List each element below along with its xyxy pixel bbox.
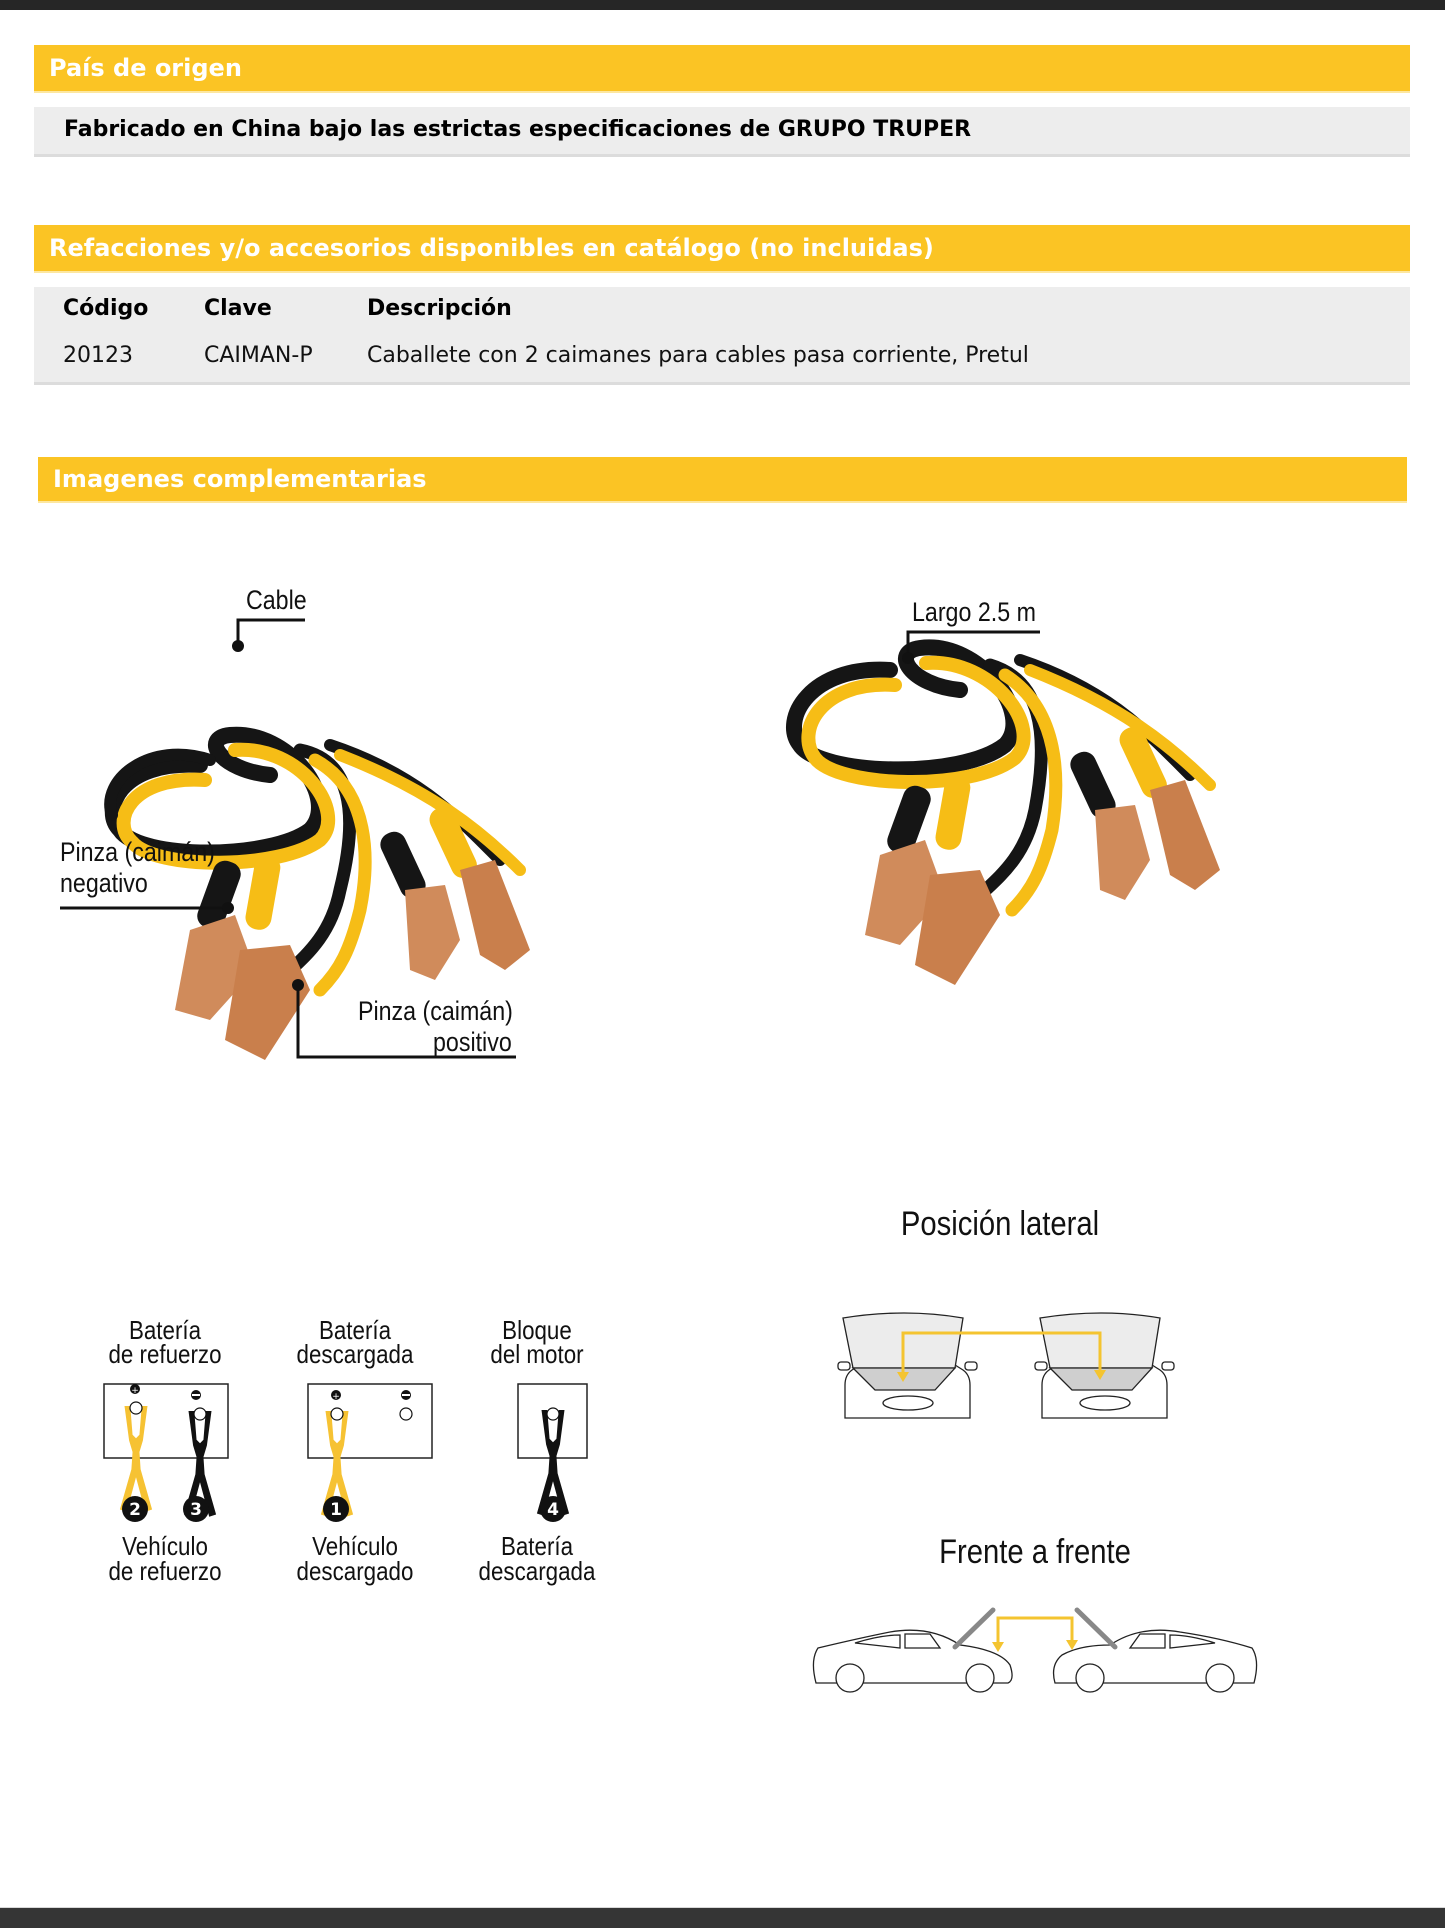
product-image-length <box>740 570 1320 1050</box>
table-cell-clave: CAIMAN-P <box>204 343 313 368</box>
column-header-codigo: Código <box>63 296 149 321</box>
front-cars-illustration <box>800 1520 1270 1700</box>
origin-section-header: País de origen <box>34 45 1410 93</box>
negative-clamp-label-line1: Pinza (caimán) <box>60 837 215 867</box>
booster-vehicle-label-2: de refuerzo <box>108 1556 222 1586</box>
length-label: Largo 2.5 m <box>912 597 1036 627</box>
booster-battery-label-2: de refuerzo <box>108 1339 222 1369</box>
step-number-4: 4 <box>547 1500 559 1520</box>
table-cell-codigo: 20123 <box>63 343 133 368</box>
front-to-front-title: Frente a frente <box>939 1533 1131 1571</box>
images-section-header: Imagenes complementarias <box>38 457 1407 503</box>
diagram-graphics <box>80 1300 640 1600</box>
step-number-2: 2 <box>129 1500 141 1520</box>
connection-diagram <box>80 1300 640 1600</box>
front-to-front-figure <box>800 1520 1270 1700</box>
positive-clamp-label-line1: Pinza (caimán) <box>358 996 513 1026</box>
lateral-cars-illustration <box>800 1190 1200 1440</box>
bottom-bar <box>0 1907 1445 1928</box>
jumper-cables-illustration-length <box>740 570 1320 1050</box>
origin-text: Fabricado en China bajo las estrictas especificaciones de GRUPO TRUPER <box>34 107 1410 157</box>
svg-text:+: + <box>131 1386 139 1396</box>
column-header-clave: Clave <box>204 296 272 321</box>
lateral-position-figure <box>800 1190 1200 1440</box>
cable-label: Cable <box>246 585 307 615</box>
top-bar <box>0 0 1445 10</box>
engine-block-label-1: Bloque <box>502 1315 572 1345</box>
table-cell-descripcion: Caballete con 2 caimanes para cables pasa corriente, Pretul <box>367 343 1029 368</box>
positive-clamp-label-line2: positivo <box>433 1027 512 1057</box>
product-image-parts <box>40 560 660 1080</box>
svg-text:+: + <box>332 1392 340 1402</box>
dead-battery-label-1: Batería <box>318 1315 392 1345</box>
negative-clamp-label-line2: negativo <box>60 868 148 898</box>
booster-vehicle-label-1: Vehículo <box>122 1531 208 1561</box>
dead-vehicle-label-1: Vehículo <box>312 1531 398 1561</box>
jumper-cables-illustration <box>40 560 660 1080</box>
lateral-position-title: Posición lateral <box>900 1205 1100 1243</box>
step-number-1: 1 <box>330 1500 342 1520</box>
accessories-table <box>34 287 1410 385</box>
accessories-section-header: Refacciones y/o accesorios disponibles en catálogo (no incluidas) <box>34 225 1410 273</box>
step-number-3: 3 <box>190 1500 202 1520</box>
dead-battery-bottom-label-2: descargada <box>478 1556 596 1586</box>
booster-battery-label-1: Batería <box>128 1315 202 1345</box>
dead-vehicle-label-2: descargado <box>296 1556 414 1586</box>
dead-battery-icon <box>308 1384 432 1458</box>
engine-block-label-2: del motor <box>490 1339 584 1369</box>
column-header-descripcion: Descripción <box>367 296 512 321</box>
dead-battery-label-2: descargada <box>296 1339 414 1369</box>
dead-battery-bottom-label-1: Batería <box>500 1531 574 1561</box>
